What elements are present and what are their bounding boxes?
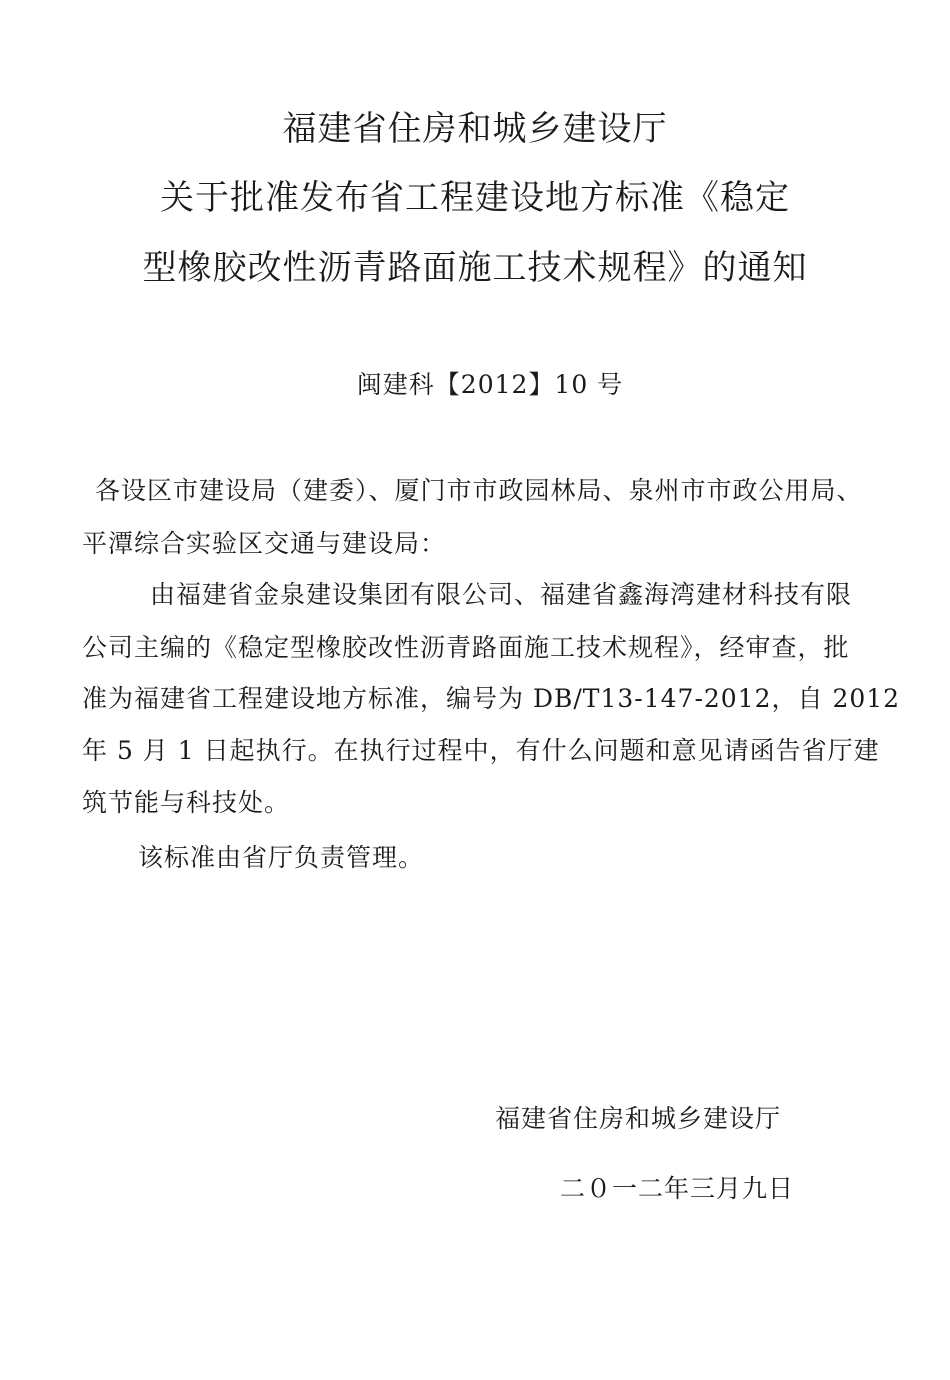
title-line-3: 型橡胶改性沥青路面施工技术规程》的通知 (142, 248, 808, 288)
addressee-line-1: 各设区市建设局（建委）、厦门市市政园林局、泉州市市政公用局、 (95, 476, 863, 505)
body-line-1: 由福建省金泉建设集团有限公司、福建省鑫海湾建材科技有限 (150, 580, 853, 609)
body-line-4: 年 5 月 1 日起执行。在执行过程中，有什么问题和意见请函告省厅建 (82, 736, 880, 765)
title-line-2: 关于批准发布省工程建设地方标准《稳定 (160, 178, 790, 218)
body-line-3: 准为福建省工程建设地方标准，编号为 DB/T13-147-2012，自 2012 (82, 684, 901, 713)
body-line-5: 筑节能与科技处。 (82, 788, 291, 817)
body-line-2: 公司主编的《稳定型橡胶改性沥青路面施工技术规程》，经审查，批 (82, 633, 850, 662)
body-paragraph-2: 该标准由省厅负责管理。 (138, 843, 425, 872)
issuer-name: 福建省住房和城乡建设厅 (495, 1104, 782, 1133)
issue-date: 二０一二年三月九日 (560, 1174, 795, 1203)
title-line-1: 福建省住房和城乡建设厅 (282, 109, 668, 149)
document-number: 闽建科【2012】10 号 (356, 370, 624, 399)
addressee-line-2: 平潭综合实验区交通与建设局： (82, 529, 447, 558)
